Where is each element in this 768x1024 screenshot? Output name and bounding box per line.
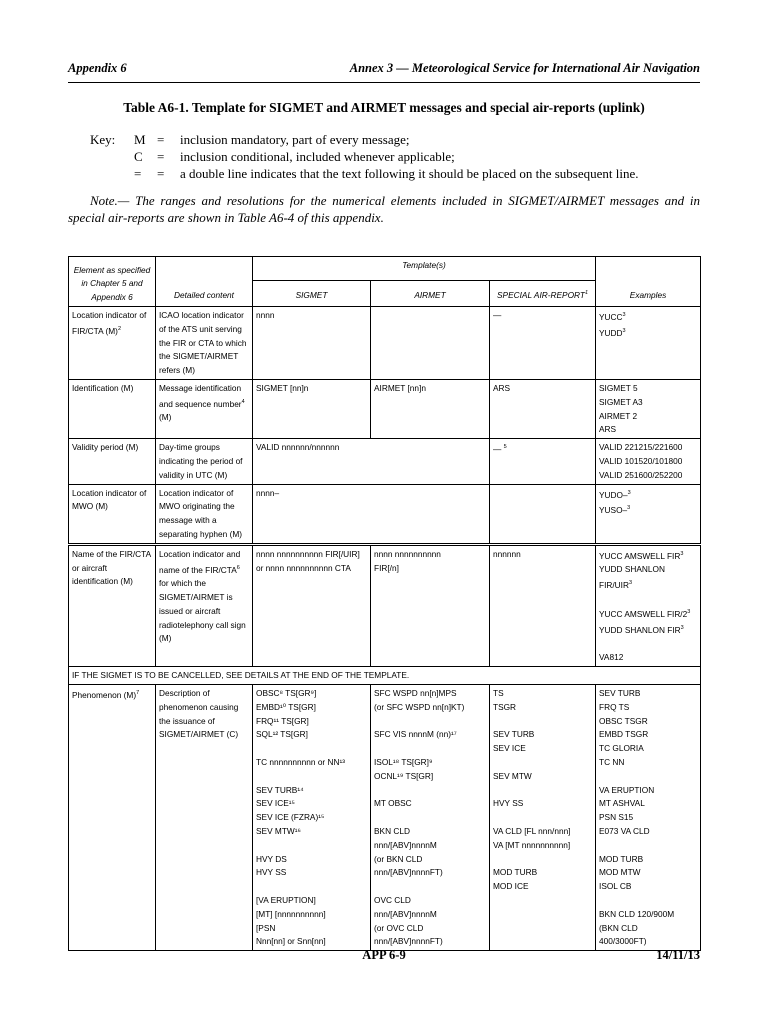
cell-element bbox=[69, 684, 156, 950]
template-line: Nnn[nn] or Snn[nn] bbox=[256, 936, 326, 947]
spacer bbox=[374, 784, 486, 798]
template-line: or nnnn nnnnnnnnnn CTA bbox=[256, 562, 351, 573]
footnote-ref: 3 bbox=[687, 609, 691, 616]
header-airmet: AIRMET bbox=[371, 281, 490, 307]
example-line bbox=[599, 622, 697, 638]
template-line: ISOL¹⁸ TS[GR]⁹ bbox=[374, 756, 433, 767]
example-line: ARS bbox=[599, 424, 617, 435]
footnote-ref: 3 bbox=[628, 580, 633, 587]
template-line: (BKN CLD bbox=[599, 922, 638, 933]
header-rule bbox=[68, 82, 700, 83]
cell-airmet bbox=[371, 307, 490, 380]
template-line: nnn/[ABV]nnnnM bbox=[374, 839, 437, 850]
cell-sigmet-airmet: VALID nnnnnn/nnnnnn bbox=[253, 439, 490, 484]
spacer bbox=[599, 839, 697, 853]
key-text: inclusion mandatory, part of every message; bbox=[180, 132, 410, 147]
cell-examples bbox=[596, 439, 701, 484]
template-line: OVC CLD bbox=[374, 894, 411, 905]
spacer bbox=[493, 756, 592, 770]
template-line: FRQ¹¹ TS[GR] bbox=[256, 715, 309, 726]
template-line: SEV ICE bbox=[493, 743, 526, 754]
cell-airmet bbox=[371, 544, 490, 666]
cell-sigmet-airmet: nnnn– bbox=[253, 484, 490, 544]
cell-examples bbox=[596, 379, 701, 438]
template-line: TC NN bbox=[599, 756, 625, 767]
detailed-text: for which the SIGMET/AIRMET is issued or aircraft radiotelephony call sign (M) bbox=[159, 578, 246, 644]
spacer bbox=[599, 638, 697, 652]
template-line: TSGR bbox=[493, 701, 517, 712]
cell-element: Identification (M) bbox=[69, 379, 156, 438]
key-equals: = bbox=[157, 132, 165, 147]
cell-special: ARS bbox=[490, 379, 596, 438]
template-line: PSN S15 bbox=[599, 812, 634, 823]
template-line: MOD MTW bbox=[599, 867, 641, 878]
template-line: (or OVC CLD bbox=[374, 922, 424, 933]
footnote-ref: 7 bbox=[136, 689, 140, 696]
key-equals: = bbox=[157, 149, 165, 164]
template-line: SEV TURB bbox=[493, 729, 535, 740]
footnote-ref: 1 bbox=[584, 290, 588, 297]
template-line: VA CLD [FL nnn/nnn] bbox=[493, 825, 571, 836]
example-line bbox=[599, 487, 697, 503]
cell-sigmet: SIGMET [nn]n bbox=[253, 379, 371, 438]
footnote-ref: 2 bbox=[117, 325, 121, 332]
key-text: inclusion conditional, included whenever applicable; bbox=[180, 149, 455, 164]
spacer bbox=[374, 880, 486, 894]
footnote-ref: 3 bbox=[627, 489, 631, 496]
table-row bbox=[69, 544, 701, 666]
example-line bbox=[599, 502, 697, 518]
page-footer bbox=[68, 948, 700, 968]
cell-element bbox=[69, 307, 156, 380]
table-title: Table A6-1. Template for SIGMET and AIRMET messages and special air-reports (uplink) bbox=[123, 100, 645, 115]
spacer bbox=[374, 715, 486, 729]
template-line: SFC WSPD nn[n]MPS bbox=[374, 687, 457, 698]
template-line: E073 VA CLD bbox=[599, 825, 650, 836]
spacer bbox=[599, 593, 697, 607]
template-line: 400/3000FT) bbox=[599, 936, 647, 947]
cell-sigmet: nnnn bbox=[253, 307, 371, 380]
spacer bbox=[493, 784, 592, 798]
cell-examples bbox=[596, 484, 701, 544]
example-text: YUCC AMSWELL FIR/2 bbox=[599, 609, 688, 620]
spacer bbox=[256, 880, 367, 894]
template-line: FRQ TS bbox=[599, 701, 630, 712]
template-line: HVY SS bbox=[256, 867, 287, 878]
cell-detailed: Description of phenomenon causing the issuance of SIGMET/AIRMET (C) bbox=[156, 684, 253, 950]
example-line: YUDD SHANLON bbox=[599, 564, 665, 575]
header-appendix: Appendix 6 bbox=[68, 61, 127, 75]
table-row bbox=[69, 667, 701, 685]
template-line: MT ASHVAL bbox=[599, 798, 645, 809]
template-line: TC GLORIA bbox=[599, 743, 644, 754]
template-line: (or BKN CLD bbox=[374, 853, 423, 864]
detailed-text: Location indicator and name of the FIR/CTA bbox=[159, 548, 241, 575]
key-text: a double line indicates that the text following it should be placed on the subsequent line. bbox=[180, 166, 639, 181]
spacer bbox=[599, 770, 697, 784]
template-line: SEV MTW bbox=[493, 770, 532, 781]
cell-examples bbox=[596, 684, 701, 950]
footnote-ref: 5 bbox=[503, 444, 507, 451]
template-line: EMBD TSGR bbox=[599, 729, 649, 740]
cell-element: Location indicator of MWO (M) bbox=[69, 484, 156, 544]
template-line: [MT] [nnnnnnnnnn] bbox=[256, 908, 326, 919]
footnote-ref: 3 bbox=[680, 625, 684, 632]
cell-airmet bbox=[371, 684, 490, 950]
template-line: nnnn nnnnnnnnnn FIR[/UIR] bbox=[256, 548, 360, 559]
template-line: OBSC⁸ TS[GR⁹] bbox=[256, 687, 317, 698]
template-line: [VA ERUPTION] bbox=[256, 894, 316, 905]
example-line bbox=[599, 577, 697, 593]
key-symbol: M bbox=[134, 132, 146, 147]
spacer bbox=[256, 839, 367, 853]
example-text: YUSO– bbox=[599, 504, 628, 515]
template-line: nnn/[ABV]nnnnM bbox=[374, 908, 437, 919]
header-sigmet: SIGMET bbox=[253, 281, 371, 307]
sigmet-airmet-template-table bbox=[68, 256, 701, 951]
template-line: TS bbox=[493, 687, 504, 698]
cell-sigmet bbox=[253, 544, 371, 666]
running-header bbox=[68, 61, 700, 81]
template-line: SEV MTW¹⁶ bbox=[256, 825, 301, 836]
template-line: VA [MT nnnnnnnnnn] bbox=[493, 839, 571, 850]
spacer bbox=[256, 770, 367, 784]
template-line: SEV ICE (FZRA)¹⁵ bbox=[256, 812, 325, 823]
example-text: YUDD SHANLON FIR bbox=[599, 624, 681, 635]
spacer bbox=[493, 715, 592, 729]
example-line: VALID 221215/221600 bbox=[599, 442, 683, 453]
template-line: [PSN bbox=[256, 922, 276, 933]
footer-date: 14/11/13 bbox=[656, 948, 700, 962]
template-line: TC nnnnnnnnnn or NN¹³ bbox=[256, 756, 346, 767]
example-text: YUDO– bbox=[599, 489, 628, 500]
element-text: Phenomenon (M) bbox=[72, 689, 137, 700]
template-line: BKN CLD 120/900M bbox=[599, 908, 675, 919]
example-line: VALID 251600/252200 bbox=[599, 469, 683, 480]
footnote-ref: 6 bbox=[236, 564, 240, 571]
header-row bbox=[69, 257, 701, 281]
template-line: VA ERUPTION bbox=[599, 784, 655, 795]
header-detailed-content: Detailed content bbox=[156, 257, 253, 307]
spacer bbox=[374, 742, 486, 756]
table-row bbox=[69, 484, 701, 544]
cell-detailed bbox=[156, 544, 253, 666]
cell-element: Name of the FIR/CTA or aircraft identification (M) bbox=[69, 544, 156, 666]
footnote-ref: 4 bbox=[241, 398, 245, 405]
example-line: VALID 101520/101800 bbox=[599, 455, 683, 466]
cell-sigmet bbox=[253, 684, 371, 950]
table-row bbox=[69, 379, 701, 438]
ranges-note: Note.— The ranges and resolutions for the numerical elements included in SIGMET/AIRMET messages and in special air-reports are shown in Table A6-4 of this appendix. bbox=[68, 193, 700, 225]
template-line: MOD ICE bbox=[493, 881, 529, 892]
cancel-note: IF THE SIGMET IS TO BE CANCELLED, SEE DETAILS AT THE END OF THE TEMPLATE. bbox=[69, 667, 701, 685]
example-text: YUDD bbox=[599, 327, 623, 338]
template-line: OCNL¹⁹ TS[GR] bbox=[374, 770, 434, 781]
template-line: EMBD¹⁰ TS[GR] bbox=[256, 701, 316, 712]
template-line: SEV TURB bbox=[599, 687, 641, 698]
footnote-ref: 3 bbox=[680, 550, 684, 557]
header-templates: Template(s) bbox=[253, 257, 596, 281]
template-line: ISOL CB bbox=[599, 881, 632, 892]
example-text: YUCC AMSWELL FIR bbox=[599, 550, 681, 561]
cell-airmet: AIRMET [nn]n bbox=[371, 379, 490, 438]
template-line: SQL¹² TS[GR] bbox=[256, 729, 308, 740]
spacer bbox=[374, 811, 486, 825]
spacer bbox=[599, 894, 697, 908]
template-line: HVY SS bbox=[493, 798, 524, 809]
example-line bbox=[599, 606, 697, 622]
key-symbol: = bbox=[134, 166, 142, 181]
example-line: SIGMET 5 bbox=[599, 382, 638, 393]
key-symbol: C bbox=[134, 149, 143, 164]
cell-special bbox=[490, 484, 596, 544]
template-line: (or SFC WSPD nn[n]KT) bbox=[374, 701, 465, 712]
cell-special bbox=[490, 684, 596, 950]
footnote-ref: 3 bbox=[622, 312, 626, 318]
cell-detailed: ICAO location indicator of the ATS unit serving the FIR or CTA to which the SIGMET/AIRMET refers (M) bbox=[156, 307, 253, 380]
spacer bbox=[493, 853, 592, 867]
example-line bbox=[599, 548, 697, 564]
example-line: VA812 bbox=[599, 652, 624, 663]
template-line: OBSC TSGR bbox=[599, 715, 648, 726]
element-text: Location indicator of FIR/CTA (M) bbox=[72, 310, 147, 336]
spacer bbox=[493, 811, 592, 825]
key-label: Key: bbox=[90, 132, 116, 147]
table-row bbox=[69, 439, 701, 484]
table-row bbox=[69, 684, 701, 950]
table-row bbox=[69, 307, 701, 380]
cell-element: Validity period (M) bbox=[69, 439, 156, 484]
example-line bbox=[599, 325, 697, 341]
key-equals: = bbox=[157, 166, 165, 181]
template-line: MT OBSC bbox=[374, 798, 412, 809]
template-line: MOD TURB bbox=[599, 853, 644, 864]
template-line: SEV TURB¹⁴ bbox=[256, 784, 304, 795]
example-text: YUCC bbox=[599, 311, 623, 322]
page-number: APP 6-9 bbox=[362, 948, 406, 962]
example-line bbox=[599, 309, 697, 325]
example-text: FIR/UIR bbox=[599, 579, 629, 590]
spacer bbox=[256, 742, 367, 756]
template-line: BKN CLD bbox=[374, 825, 410, 836]
template-line: nnnn nnnnnnnnnn bbox=[374, 548, 441, 559]
template-line: nnn/[ABV]nnnnFT) bbox=[374, 936, 443, 947]
header-special-label: SPECIAL AIR-REPORT bbox=[497, 290, 585, 301]
detailed-text: Message identification and sequence number bbox=[159, 382, 242, 409]
template-line: SEV ICE¹⁵ bbox=[256, 798, 295, 809]
example-line: SIGMET A3 bbox=[599, 396, 643, 407]
cell-examples bbox=[596, 544, 701, 666]
footnote-ref: 3 bbox=[622, 327, 626, 334]
header-element: Element as specified in Chapter 5 and Appendix 6 bbox=[69, 257, 156, 307]
cell-detailed bbox=[156, 379, 253, 438]
header-examples: Examples bbox=[596, 257, 701, 307]
template-line: MOD TURB bbox=[493, 867, 538, 878]
header-special-air-report bbox=[490, 281, 596, 307]
cell-special bbox=[490, 439, 596, 484]
example-line: AIRMET 2 bbox=[599, 410, 638, 421]
template-line: SFC VIS nnnnM (nn)¹⁷ bbox=[374, 729, 457, 740]
template-line: FIR[/n] bbox=[374, 562, 399, 573]
special-text: — bbox=[493, 443, 502, 454]
template-line: nnn/[ABV]nnnnFT) bbox=[374, 867, 443, 878]
template-line: HVY DS bbox=[256, 853, 287, 864]
footnote-ref: 3 bbox=[627, 505, 631, 512]
detailed-text: (M) bbox=[159, 412, 172, 423]
header-annex-title: Annex 3 — Meteorological Service for International Air Navigation bbox=[349, 61, 700, 75]
cell-detailed: Day-time groups indicating the period of validity in UTC (M) bbox=[156, 439, 253, 484]
cell-examples bbox=[596, 307, 701, 380]
cell-special: nnnnnn bbox=[490, 544, 596, 666]
cell-detailed: Location indicator of MWO originating the message with a separating hyphen (M) bbox=[156, 484, 253, 544]
cell-special: — bbox=[490, 307, 596, 380]
